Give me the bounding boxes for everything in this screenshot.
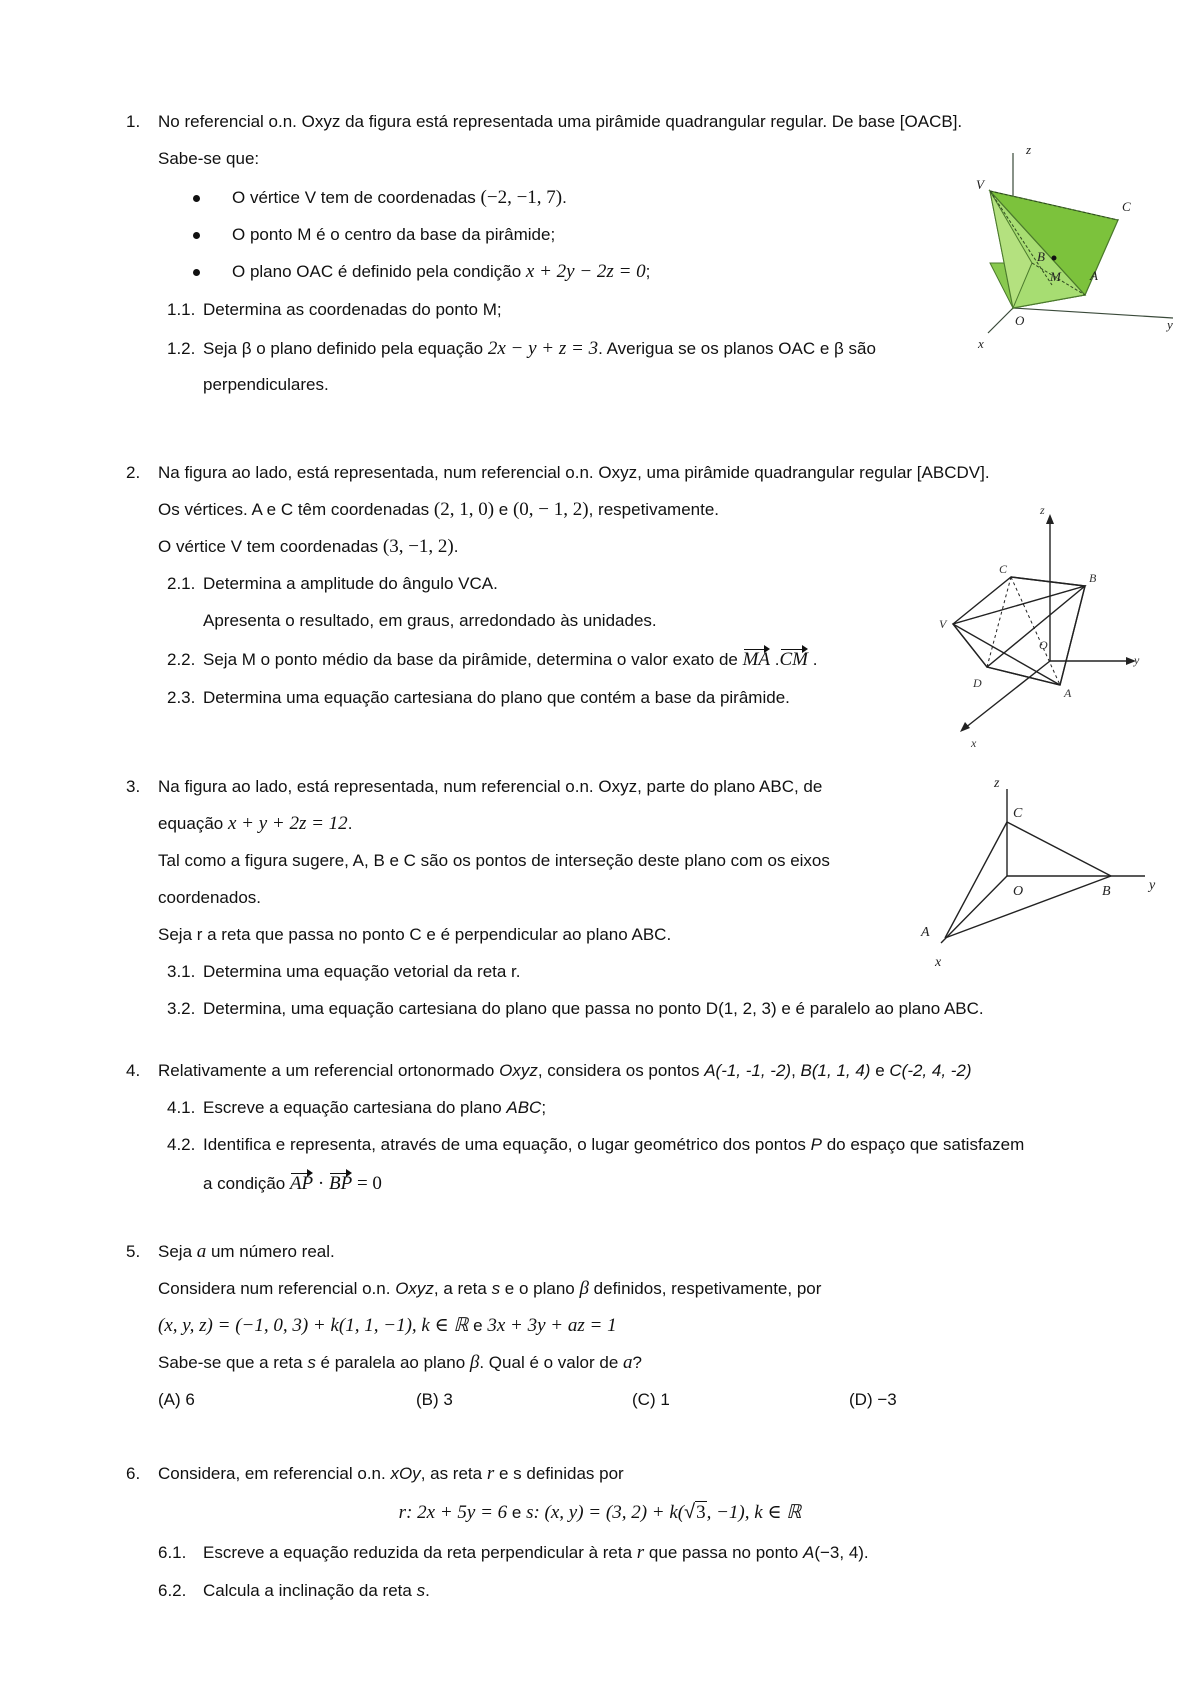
q2-sub3-number: 2.3.: [167, 688, 196, 707]
q6-sub2-text: Calcula a inclinação da reta s.: [203, 1581, 430, 1600]
fig3-label-b: B: [1102, 884, 1111, 899]
q6-sub1-text: Escreve a equação reduzida da reta perpendicular à reta r que passa no ponto A(−3, 4).: [203, 1542, 869, 1563]
q5-line-1: Seja a um número real.: [158, 1241, 335, 1262]
fig1-label-z: z: [1026, 142, 1032, 157]
fig1-label-x: x: [978, 336, 984, 351]
fig1-label-o: O: [1015, 313, 1025, 328]
q3-line-2: equação x + y + 2z = 12.: [158, 813, 353, 834]
fig2-label-x: x: [971, 736, 977, 750]
q2-line-3: O vértice V tem coordenadas (3, −1, 2).: [158, 536, 459, 557]
q3-number: 3.: [126, 777, 141, 796]
q5-line-4: Sabe-se que a reta s é paralela ao plano β. Qual é o valor de a?: [158, 1352, 642, 1373]
q1-sub2-number: 1.2.: [167, 339, 196, 358]
vector-bp: BP: [329, 1173, 353, 1194]
figure-pyramid-abcdv: [935, 500, 1150, 750]
q1-bullet-2: O ponto M é o centro da base da pirâmide;: [232, 225, 556, 244]
q6-line-1: Considera, em referencial o.n. xOy, as reta r e s definidas por: [158, 1463, 624, 1484]
q5-option-a: (A) 6: [158, 1390, 195, 1409]
fig3-label-x: x: [935, 955, 942, 970]
fig2-label-v: V: [939, 617, 947, 631]
q4-sub2-number: 4.2.: [167, 1135, 196, 1154]
q3-sub1-text: Determina uma equação vetorial da reta r.: [203, 962, 521, 981]
vector-cm: CM: [779, 649, 808, 670]
fig2-label-z: z: [1040, 503, 1045, 517]
sqrt-sign: √: [684, 1501, 696, 1523]
q3-line-5: Seja r a reta que passa no ponto C e é perpendicular ao plano ABC.: [158, 925, 672, 944]
q2-sub1-text: Determina a amplitude do ângulo VCA.: [203, 574, 498, 593]
q1-intro: Sabe-se que:: [158, 149, 260, 168]
vector-ap: AP: [289, 1173, 314, 1194]
q2-sub3-text: Determina uma equação cartesiana do plano que contém a base da pirâmide.: [203, 688, 790, 707]
fig1-label-c: C: [1122, 199, 1131, 214]
fig1-label-b: B: [1037, 249, 1045, 264]
q6-number: 6.: [126, 1464, 141, 1483]
q3-sub1-number: 3.1.: [167, 962, 196, 981]
q4-number: 4.: [126, 1061, 141, 1080]
q6-sub1-number: 6.1.: [158, 1543, 187, 1562]
q1-sub1-text: Determina as coordenadas do ponto M;: [203, 300, 502, 319]
bullet-icon: [193, 195, 200, 202]
fig1-label-a: A: [1090, 268, 1098, 283]
q4-sub2-text-cont: a condição AP · BP = 0: [203, 1173, 382, 1194]
q6-sub2-number: 6.2.: [158, 1581, 187, 1600]
q2-sub2-number: 2.2.: [167, 650, 196, 669]
q5-line-3: (x, y, z) = (−1, 0, 3) + k(1, 1, −1), k ∈ ℝ e 3x + 3y + az = 1: [158, 1315, 617, 1336]
q4-statement: Relativamente a um referencial ortonormado Oxyz, considera os pontos A(-1, -1, -2), B(1, 1, 4) e C(-2, 4, -2): [158, 1061, 972, 1080]
q1-bullet-1: O vértice V tem de coordenadas (−2, −1, 7).: [232, 187, 567, 208]
q6-equations: r: 2x + 5y = 6 e s: (x, y) = (3, 2) + k(√3, −1), k ∈ ℝ: [398, 1501, 802, 1523]
fig1-label-y: y: [1167, 317, 1173, 332]
fig2-label-a: A: [1064, 686, 1072, 700]
q2-number: 2.: [126, 463, 141, 482]
q1-sub2-text: Seja β o plano definido pela equação 2x − y + z = 3. Averigua se os planos OAC e β são: [203, 338, 876, 359]
vector-ma: MA: [742, 649, 771, 670]
q2-line-2: Os vértices. A e C têm coordenadas (2, 1, 0) e (0, − 1, 2), respetivamente.: [158, 499, 720, 520]
q2-sub2-text: Seja M o ponto médio da base da pirâmide, determina o valor exato de MA .CM .: [203, 649, 818, 670]
q3-line-1: Na figura ao lado, está representada, num referencial o.n. Oxyz, parte do plano ABC, de: [158, 777, 823, 796]
fig2-label-d: D: [973, 676, 982, 690]
q3-sub2-text: Determina, uma equação cartesiana do plano que passa no ponto D(1, 2, 3) e é paralelo ao plano ABC.: [203, 999, 984, 1018]
q3-line-3: Tal como a figura sugere, A, B e C são os pontos de interseção deste plano com os eixos: [158, 851, 830, 870]
q4-sub1-number: 4.1.: [167, 1098, 196, 1117]
q4-sub1-text: Escreve a equação cartesiana do plano ABC;: [203, 1098, 547, 1117]
fig2-label-y: y: [1134, 653, 1140, 667]
q1-number: 1.: [126, 112, 141, 131]
q2-sub1-number: 2.1.: [167, 574, 196, 593]
q2-sub1-text-cont: Apresenta o resultado, em graus, arredondado às unidades.: [203, 611, 657, 630]
fig3-label-o: O: [1013, 884, 1024, 899]
bullet-icon: [193, 232, 200, 239]
fig3-label-c: C: [1013, 806, 1023, 821]
fig2-label-b: B: [1089, 571, 1097, 585]
fig2-label-c: C: [999, 562, 1008, 576]
fig3-label-z: z: [994, 776, 1000, 791]
q2-statement: Na figura ao lado, está representada, num referencial o.n. Oxyz, uma pirâmide quadrangular regular [ABCDV].: [158, 463, 990, 482]
fig1-label-m: M: [1050, 269, 1061, 284]
q3-sub2-number: 3.2.: [167, 999, 196, 1018]
q1-statement: No referencial o.n. Oxyz da figura está representada uma pirâmide quadrangular regular. De base [OACB].: [158, 112, 963, 131]
q5-line-2: Considera num referencial o.n. Oxyz, a reta s e o plano β definidos, respetivamente, por: [158, 1278, 822, 1299]
fig1-label-v: V: [976, 177, 984, 192]
fig2-label-o: O: [1039, 638, 1048, 652]
figure-pyramid-oacb: [976, 142, 1180, 355]
q1-sub2-text-cont: perpendiculares.: [203, 375, 329, 394]
q5-number: 5.: [126, 1242, 141, 1261]
bullet-icon: [193, 269, 200, 276]
q4-sub2-text: Identifica e representa, através de uma equação, o lugar geométrico dos pontos P do espaço que satisfazem: [203, 1135, 1025, 1154]
figure-plane-abc: [915, 775, 1165, 975]
q1-bullet-3: O plano OAC é definido pela condição x + 2y − 2z = 0;: [232, 261, 651, 282]
q5-option-b: (B) 3: [416, 1390, 453, 1409]
q1-sub1-number: 1.1.: [167, 300, 196, 319]
q5-option-c: (C) 1: [632, 1390, 670, 1409]
fig3-label-y: y: [1149, 878, 1156, 893]
fig3-label-a: A: [921, 925, 930, 940]
q5-option-d: (D) −3: [849, 1390, 897, 1409]
q3-line-4: coordenados.: [158, 888, 262, 907]
